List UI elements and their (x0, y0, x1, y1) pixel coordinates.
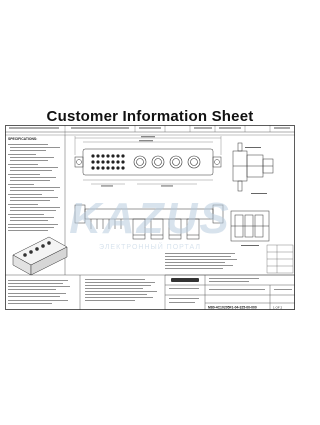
svg-text:ЭЛЕКТРОННЫЙ ПОРТАЛ: ЭЛЕКТРОННЫЙ ПОРТАЛ (99, 244, 201, 251)
sheet-number: 1 OF 2 (273, 305, 283, 310)
technical-drawing-sheet (5, 125, 295, 310)
svg-text:KAZUS: KAZUS (69, 194, 231, 243)
part-number: M80-4C10205F1-04-325-00-000 (208, 305, 257, 310)
watermark-logo (69, 194, 231, 251)
specifications-heading: SPECIFICATIONS: (8, 137, 38, 141)
page-title: Customer Information Sheet (46, 108, 254, 125)
company-logo (171, 278, 199, 282)
